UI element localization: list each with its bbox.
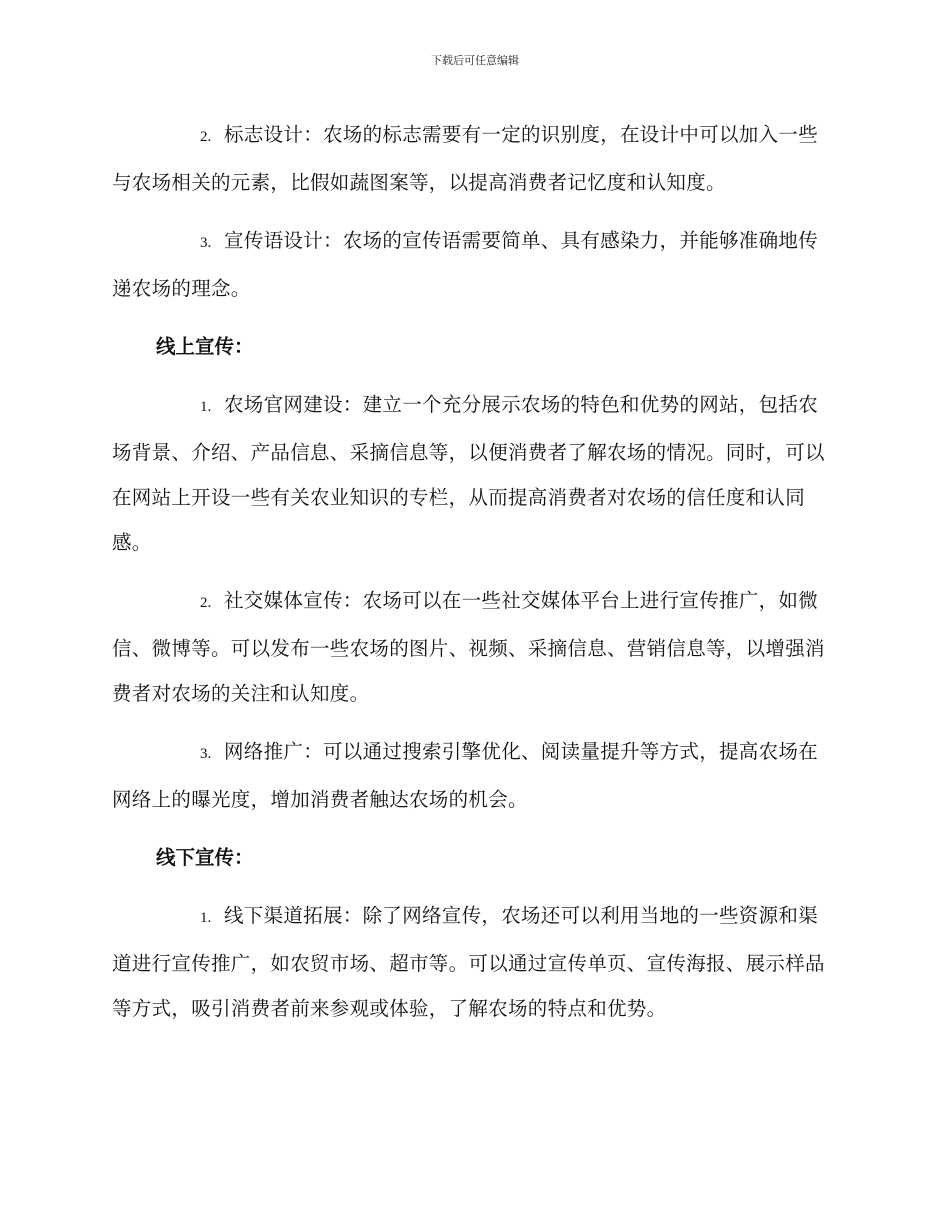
document-body [112,112,837,1044]
list-item-social-media [112,578,837,716]
list-item-text: 农场官网建设：建立一个充分展示农场的特色和优势的网站，包括农场背景、介绍、产品信息、采摘信息等，以便消费者了解农场的情况。同时，可以在网站上开设一些有关农业知识的专栏，从而提高消费者对农场的信任度和认同感。 [112,393,825,554]
list-item-number: 2. [200,129,212,145]
list-item-slogan-design [112,218,837,311]
list-item-official-website [112,382,837,565]
list-item-number: 1. [200,399,212,415]
list-item-text: 网络推广：可以通过搜索引擎优化、阅读量提升等方式，提高农场在网络上的曝光度，增加消费者触达农场的机会。 [112,740,819,811]
list-item-text: 社交媒体宣传：农场可以在一些社交媒体平台上进行宣传推广，如微信、微博等。可以发布一些农场的图片、视频、采摘信息、营销信息等，以增强消费者对农场的关注和认知度。 [112,589,825,705]
page-header: 下载后可任意编辑 [431,54,519,67]
list-item-number: 1. [200,910,212,926]
list-item-offline-channels [112,893,837,1031]
list-item-number: 3. [200,235,212,251]
list-item-number: 2. [200,595,212,611]
list-item-text: 线下渠道拓展：除了网络宣传，农场还可以利用当地的一些资源和渠道进行宣传推广，如农贸市场、超市等。可以通过宣传单页、宣传海报、展示样品等方式，吸引消费者前来参观或体验，了解农场的特点和优势。 [112,904,825,1020]
section-heading-online: 线上宣传： [156,335,254,358]
section-heading-offline: 线下宣传： [156,846,254,869]
list-item-text: 宣传语设计：农场的宣传语需要简单、具有感染力，并能够准确地传递农场的理念。 [112,229,819,300]
list-item-web-promotion [112,729,837,822]
list-item-number: 3. [200,746,212,762]
list-item-logo-design [112,112,837,205]
list-item-text: 标志设计：农场的标志需要有一定的识别度，在设计中可以加入一些与农场相关的元素，比假如蔬图案等，以提高消费者记忆度和认知度。 [112,123,819,194]
